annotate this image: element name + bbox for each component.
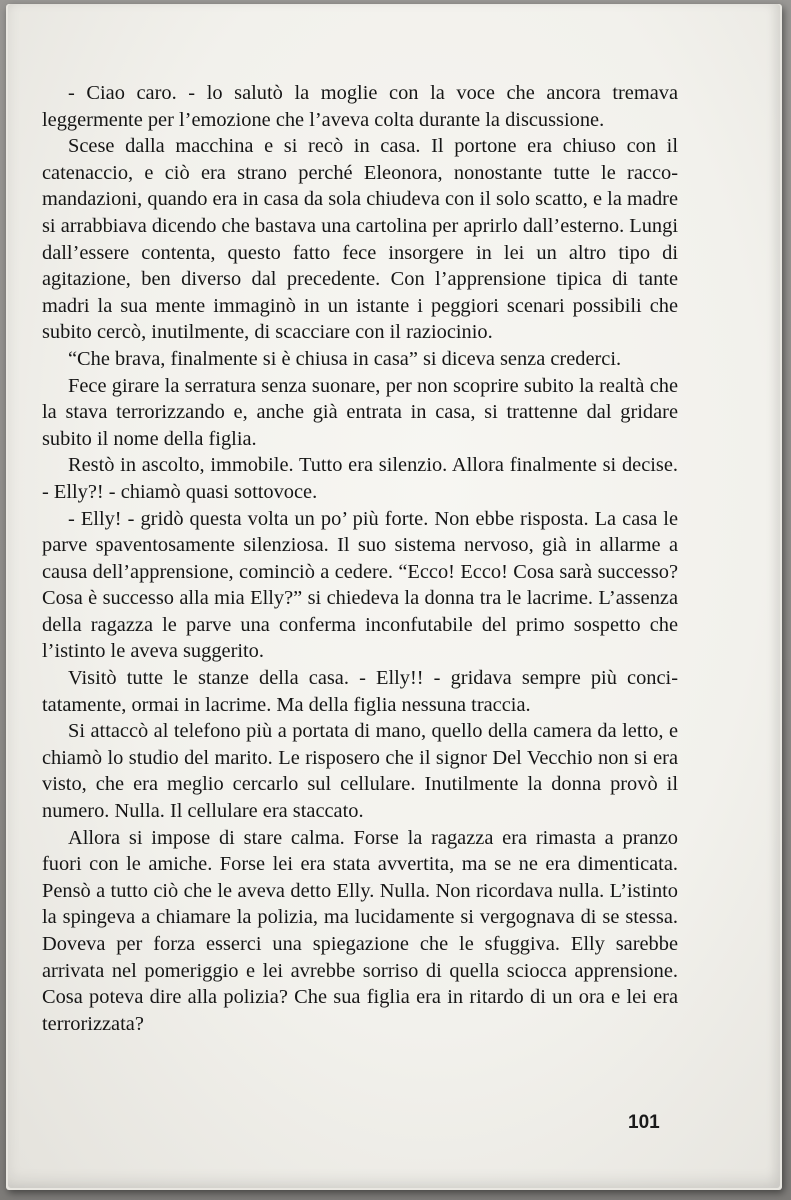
paragraph: Si attaccò al telefono più a portata di mano, quello della camera da letto, e chiamò lo studio del marito. Le risposero che il signor Del Vecchio non si era visto, che era meglio cercarlo sul cellulare. Inutilmente la donna provò il numero. Nulla. Il cellulare era staccato.: [42, 720, 678, 823]
paragraph: Restò in ascolto, immobile. Tutto era silenzio. Allora finalmente si decise. - Elly?! - chiamò quasi sottovoce.: [42, 454, 678, 503]
paragraph: Fece girare la serratura senza suonare, per non scoprire subito la realtà che la stava terrorizzando e, anche già entrata in casa, si trattenne dal gridare subito il nome della figlia.: [42, 374, 678, 450]
paragraph: Scese dalla macchina e si recò in casa. Il portone era chiuso con il catenaccio, e ciò era strano perché Eleonora, nonostante tutte le raccomandazioni, quando era in casa da sola chiudeva con il solo scatto, e la madre si arrabbiava dicendo che bastava una cartolina per aprirlo dall’esterno. Lungi dall’essere contenta, questo fatto fece insorgere in lei un altro tipo di agitazione, ben diverso dal precedente. Con l’apprensione tipica di tante madri la sua mente immaginò in un istante i peggiori scenari possibili che subito cercò, inutilmente, di scacciare con il raziocinio.: [42, 135, 678, 344]
paragraph: Visitò tutte le stanze della casa. - Elly!! - gridava sempre più concitatamente, ormai in lacrime. Ma della figlia nessuna traccia.: [42, 667, 678, 716]
paragraph: - Elly! - gridò questa volta un po’ più forte. Non ebbe risposta. La casa le parve spaventosamente silenziosa. Il suo sistema nervoso, già in allarme a causa dell’apprensione, cominciò a cedere. “Ecco! Ecco! Cosa sarà successo? Cosa è successo alla mia Elly?” si chiedeva la donna tra le lacrime. L’assenza della ragazza le parve una conferma inconfutabile del primo sospetto che l’istinto le aveva suggerito.: [42, 507, 678, 663]
book-page: [8, 4, 780, 1188]
paragraph: - Ciao caro. - lo salutò la moglie con la voce che ancora tremava leggermente per l’emozione che l’aveva colta durante la discussione.: [42, 82, 678, 131]
body-text: [42, 80, 678, 1037]
paragraph: Allora si impose di stare calma. Forse la ragazza era rimasta a pranzo fuori con le amiche. Forse lei era stata avvertita, ma se ne era dimenticata. Pensò a tutto ciò che le aveva detto Elly. Nulla. Non ricordava nulla. L’istinto la spingeva a chiamare la polizia, ma lucidamente si vergognava di se stessa. Doveva per forza esserci una spiegazione che le sfuggiva. Elly sarebbe arrivata nel pomeriggio e lei avrebbe sorriso di quella sciocca apprensione. Cosa poteva dire alla polizia? Che sua figlia era in ritardo di un ora e lei era terrorizzata?: [42, 826, 678, 1035]
book-page-stack: [6, 4, 782, 1190]
page-number: 101: [628, 1112, 660, 1133]
paragraph: “Che brava, finalmente si è chiusa in casa” si diceva senza crederci.: [68, 347, 622, 370]
